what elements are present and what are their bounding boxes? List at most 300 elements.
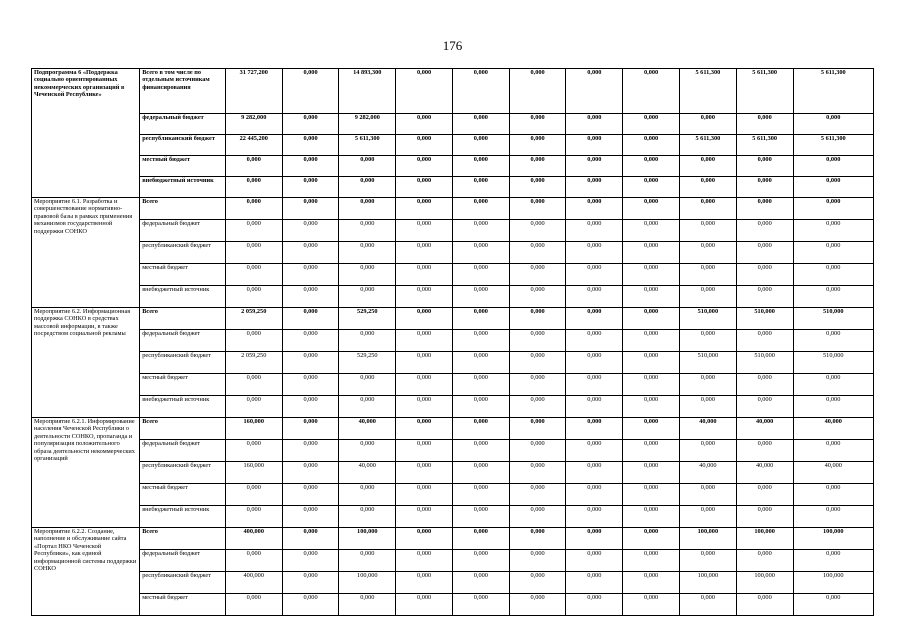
amount-cell: 0,000: [623, 330, 680, 352]
amount-cell: 0,000: [736, 156, 793, 177]
amount-cell: 529,250: [339, 352, 396, 374]
amount-cell: 100,000: [339, 572, 396, 594]
amount-cell: 0,000: [509, 484, 566, 506]
amount-cell: 0,000: [282, 114, 339, 135]
table-row: [32, 220, 874, 242]
amount-cell: 0,000: [680, 374, 737, 396]
amount-cell: 0,000: [339, 374, 396, 396]
amount-cell: 100,000: [680, 528, 737, 550]
amount-cell: 0,000: [566, 594, 623, 616]
amount-cell: 0,000: [396, 352, 453, 374]
amount-cell: 0,000: [736, 396, 793, 418]
amount-cell: 0,000: [396, 484, 453, 506]
amount-cell: 0,000: [225, 594, 282, 616]
program-name-cell: Подпрограмма 6 «Поддержка социально ориентированных некоммерческих организаций в Чеченской Республике»: [32, 69, 140, 198]
amount-cell: 0,000: [680, 114, 737, 135]
amount-cell: 510,000: [793, 308, 873, 330]
amount-cell: 0,000: [282, 572, 339, 594]
amount-cell: 0,000: [509, 135, 566, 156]
amount-cell: 0,000: [396, 220, 453, 242]
amount-cell: 0,000: [736, 506, 793, 528]
amount-cell: 0,000: [282, 198, 339, 220]
amount-cell: 0,000: [793, 484, 873, 506]
amount-cell: 0,000: [623, 506, 680, 528]
amount-cell: 31 727,200: [225, 69, 282, 114]
funding-source-cell: местный бюджет: [140, 594, 226, 616]
amount-cell: 0,000: [509, 330, 566, 352]
amount-cell: 0,000: [282, 418, 339, 440]
amount-cell: 0,000: [566, 198, 623, 220]
funding-source-cell: республиканский бюджет: [140, 242, 226, 264]
amount-cell: 0,000: [623, 572, 680, 594]
funding-source-cell: внебюджетный источник: [140, 286, 226, 308]
amount-cell: 0,000: [623, 550, 680, 572]
amount-cell: 0,000: [623, 135, 680, 156]
amount-cell: 40,000: [793, 418, 873, 440]
funding-source-cell: Всего в том числе по отдельным источникам финансирования: [140, 69, 226, 114]
amount-cell: 0,000: [339, 242, 396, 264]
amount-cell: 5 611,300: [793, 135, 873, 156]
amount-cell: 0,000: [566, 135, 623, 156]
amount-cell: 0,000: [282, 242, 339, 264]
amount-cell: 510,000: [793, 352, 873, 374]
table-row: [32, 264, 874, 286]
amount-cell: 0,000: [623, 69, 680, 114]
amount-cell: 40,000: [680, 418, 737, 440]
amount-cell: 0,000: [566, 69, 623, 114]
table-row: [32, 352, 874, 374]
funding-source-cell: Всего: [140, 198, 226, 220]
amount-cell: 0,000: [566, 352, 623, 374]
amount-cell: 0,000: [282, 462, 339, 484]
funding-source-cell: местный бюджет: [140, 484, 226, 506]
amount-cell: 0,000: [452, 308, 509, 330]
table-row: [32, 572, 874, 594]
amount-cell: 0,000: [225, 156, 282, 177]
amount-cell: 0,000: [509, 506, 566, 528]
amount-cell: 0,000: [793, 440, 873, 462]
amount-cell: 0,000: [793, 330, 873, 352]
amount-cell: 0,000: [736, 484, 793, 506]
amount-cell: 0,000: [282, 352, 339, 374]
amount-cell: 0,000: [339, 177, 396, 198]
amount-cell: 0,000: [680, 396, 737, 418]
amount-cell: 0,000: [736, 440, 793, 462]
amount-cell: 100,000: [339, 528, 396, 550]
amount-cell: 0,000: [566, 286, 623, 308]
amount-cell: 100,000: [793, 528, 873, 550]
amount-cell: 0,000: [339, 594, 396, 616]
amount-cell: 0,000: [566, 242, 623, 264]
amount-cell: 0,000: [736, 114, 793, 135]
amount-cell: 0,000: [396, 528, 453, 550]
amount-cell: 0,000: [452, 286, 509, 308]
amount-cell: 0,000: [566, 330, 623, 352]
funding-source-cell: внебюджетный источник: [140, 396, 226, 418]
amount-cell: 0,000: [566, 506, 623, 528]
amount-cell: 2 059,250: [225, 308, 282, 330]
amount-cell: 0,000: [566, 374, 623, 396]
amount-cell: 100,000: [680, 572, 737, 594]
amount-cell: 0,000: [623, 352, 680, 374]
amount-cell: 0,000: [452, 462, 509, 484]
table-row: [32, 177, 874, 198]
amount-cell: 0,000: [282, 177, 339, 198]
amount-cell: 0,000: [396, 286, 453, 308]
table-row: [32, 242, 874, 264]
amount-cell: 0,000: [339, 484, 396, 506]
amount-cell: 0,000: [623, 308, 680, 330]
amount-cell: 22 445,200: [225, 135, 282, 156]
amount-cell: 0,000: [282, 69, 339, 114]
amount-cell: 0,000: [736, 286, 793, 308]
amount-cell: 0,000: [680, 440, 737, 462]
amount-cell: 40,000: [339, 418, 396, 440]
amount-cell: 0,000: [282, 264, 339, 286]
amount-cell: 0,000: [566, 572, 623, 594]
amount-cell: 510,000: [736, 308, 793, 330]
table-row: [32, 462, 874, 484]
amount-cell: 5 611,300: [680, 69, 737, 114]
amount-cell: 2 059,250: [225, 352, 282, 374]
amount-cell: 0,000: [680, 506, 737, 528]
amount-cell: 0,000: [282, 286, 339, 308]
amount-cell: 0,000: [736, 220, 793, 242]
amount-cell: 0,000: [396, 156, 453, 177]
amount-cell: 0,000: [452, 242, 509, 264]
amount-cell: 0,000: [566, 484, 623, 506]
amount-cell: 40,000: [339, 462, 396, 484]
amount-cell: 0,000: [623, 177, 680, 198]
amount-cell: 0,000: [509, 572, 566, 594]
amount-cell: 0,000: [793, 374, 873, 396]
amount-cell: 0,000: [680, 177, 737, 198]
amount-cell: 0,000: [736, 198, 793, 220]
amount-cell: 510,000: [736, 352, 793, 374]
table-row: [32, 550, 874, 572]
amount-cell: 510,000: [680, 308, 737, 330]
amount-cell: 0,000: [396, 506, 453, 528]
amount-cell: 0,000: [623, 114, 680, 135]
page-number: 176: [442, 38, 463, 53]
amount-cell: 0,000: [452, 177, 509, 198]
amount-cell: 0,000: [623, 374, 680, 396]
amount-cell: 0,000: [509, 594, 566, 616]
amount-cell: 0,000: [623, 418, 680, 440]
funding-source-cell: федеральный бюджет: [140, 220, 226, 242]
amount-cell: 0,000: [339, 198, 396, 220]
funding-source-cell: республиканский бюджет: [140, 462, 226, 484]
amount-cell: 0,000: [623, 242, 680, 264]
amount-cell: 0,000: [680, 156, 737, 177]
funding-source-cell: местный бюджет: [140, 374, 226, 396]
funding-source-cell: местный бюджет: [140, 264, 226, 286]
amount-cell: 0,000: [566, 418, 623, 440]
amount-cell: 0,000: [225, 396, 282, 418]
amount-cell: 0,000: [452, 418, 509, 440]
funding-source-cell: федеральный бюджет: [140, 440, 226, 462]
amount-cell: 0,000: [566, 396, 623, 418]
amount-cell: 0,000: [452, 135, 509, 156]
table-row: [32, 528, 874, 550]
amount-cell: 0,000: [509, 264, 566, 286]
amount-cell: 0,000: [736, 242, 793, 264]
amount-cell: 0,000: [282, 440, 339, 462]
amount-cell: 400,000: [225, 528, 282, 550]
amount-cell: 160,000: [225, 418, 282, 440]
amount-cell: 0,000: [396, 418, 453, 440]
amount-cell: 40,000: [736, 462, 793, 484]
amount-cell: 529,250: [339, 308, 396, 330]
amount-cell: 40,000: [736, 418, 793, 440]
budget-table: [31, 68, 874, 616]
funding-source-cell: внебюджетный источник: [140, 177, 226, 198]
table-row: [32, 396, 874, 418]
amount-cell: 5 611,300: [339, 135, 396, 156]
amount-cell: 0,000: [566, 308, 623, 330]
amount-cell: 0,000: [396, 572, 453, 594]
amount-cell: 0,000: [225, 264, 282, 286]
amount-cell: 0,000: [225, 198, 282, 220]
amount-cell: 0,000: [566, 264, 623, 286]
amount-cell: 0,000: [396, 462, 453, 484]
amount-cell: 0,000: [339, 156, 396, 177]
amount-cell: 0,000: [339, 550, 396, 572]
table-row: [32, 69, 874, 114]
amount-cell: 0,000: [736, 177, 793, 198]
amount-cell: 0,000: [452, 594, 509, 616]
amount-cell: 0,000: [452, 374, 509, 396]
table-row: [32, 286, 874, 308]
amount-cell: 100,000: [736, 572, 793, 594]
amount-cell: 40,000: [680, 462, 737, 484]
amount-cell: 0,000: [566, 528, 623, 550]
amount-cell: 0,000: [452, 198, 509, 220]
table-row: [32, 418, 874, 440]
amount-cell: 0,000: [509, 198, 566, 220]
amount-cell: 9 282,000: [225, 114, 282, 135]
amount-cell: 0,000: [736, 330, 793, 352]
amount-cell: 0,000: [282, 156, 339, 177]
amount-cell: 0,000: [396, 396, 453, 418]
amount-cell: 0,000: [396, 69, 453, 114]
amount-cell: 0,000: [396, 594, 453, 616]
amount-cell: 0,000: [396, 440, 453, 462]
amount-cell: 0,000: [793, 114, 873, 135]
amount-cell: 0,000: [623, 198, 680, 220]
amount-cell: 0,000: [680, 550, 737, 572]
amount-cell: 0,000: [396, 177, 453, 198]
amount-cell: 0,000: [396, 550, 453, 572]
amount-cell: 0,000: [282, 135, 339, 156]
amount-cell: 0,000: [396, 308, 453, 330]
table-row: [32, 506, 874, 528]
funding-source-cell: республиканский бюджет: [140, 352, 226, 374]
table-row: [32, 594, 874, 616]
table-row: [32, 330, 874, 352]
amount-cell: 0,000: [566, 440, 623, 462]
amount-cell: 0,000: [396, 135, 453, 156]
amount-cell: 0,000: [282, 220, 339, 242]
amount-cell: 510,000: [680, 352, 737, 374]
amount-cell: 0,000: [452, 550, 509, 572]
amount-cell: 0,000: [566, 156, 623, 177]
amount-cell: 0,000: [396, 242, 453, 264]
amount-cell: 0,000: [396, 330, 453, 352]
program-name-cell: Мероприятие 6.1. Разработка и совершенствование нормативно-правовой базы в рамках применения механизмов государственной поддержки СОНКО: [32, 198, 140, 308]
amount-cell: 0,000: [680, 286, 737, 308]
amount-cell: 0,000: [509, 550, 566, 572]
amount-cell: 0,000: [452, 572, 509, 594]
amount-cell: 9 282,000: [339, 114, 396, 135]
amount-cell: 0,000: [339, 440, 396, 462]
amount-cell: 0,000: [680, 264, 737, 286]
amount-cell: 0,000: [282, 528, 339, 550]
amount-cell: 100,000: [793, 572, 873, 594]
amount-cell: 0,000: [509, 177, 566, 198]
amount-cell: 0,000: [509, 418, 566, 440]
amount-cell: 0,000: [623, 264, 680, 286]
amount-cell: 400,000: [225, 572, 282, 594]
funding-source-cell: республиканский бюджет: [140, 572, 226, 594]
amount-cell: 0,000: [282, 396, 339, 418]
amount-cell: 0,000: [452, 528, 509, 550]
table-row: [32, 308, 874, 330]
amount-cell: 0,000: [736, 594, 793, 616]
amount-cell: 0,000: [680, 330, 737, 352]
amount-cell: 0,000: [793, 594, 873, 616]
amount-cell: 0,000: [452, 330, 509, 352]
amount-cell: 0,000: [282, 374, 339, 396]
amount-cell: 0,000: [623, 440, 680, 462]
amount-cell: 160,000: [225, 462, 282, 484]
amount-cell: 0,000: [793, 198, 873, 220]
amount-cell: 0,000: [396, 264, 453, 286]
amount-cell: 0,000: [282, 484, 339, 506]
amount-cell: 0,000: [452, 69, 509, 114]
amount-cell: 0,000: [509, 352, 566, 374]
amount-cell: 0,000: [623, 396, 680, 418]
amount-cell: 0,000: [509, 286, 566, 308]
table-row: [32, 114, 874, 135]
table-row: [32, 156, 874, 177]
amount-cell: 0,000: [396, 114, 453, 135]
amount-cell: 0,000: [793, 286, 873, 308]
amount-cell: 0,000: [623, 528, 680, 550]
amount-cell: 0,000: [339, 220, 396, 242]
amount-cell: 40,000: [793, 462, 873, 484]
amount-cell: 0,000: [793, 242, 873, 264]
amount-cell: 0,000: [509, 528, 566, 550]
amount-cell: 0,000: [566, 220, 623, 242]
amount-cell: 0,000: [225, 330, 282, 352]
amount-cell: 0,000: [225, 506, 282, 528]
table-row: [32, 374, 874, 396]
amount-cell: 0,000: [225, 484, 282, 506]
amount-cell: 0,000: [282, 308, 339, 330]
funding-source-cell: федеральный бюджет: [140, 114, 226, 135]
table-row: [32, 484, 874, 506]
amount-cell: 0,000: [623, 462, 680, 484]
amount-cell: 0,000: [566, 462, 623, 484]
amount-cell: 0,000: [282, 594, 339, 616]
amount-cell: 0,000: [623, 156, 680, 177]
amount-cell: 14 893,300: [339, 69, 396, 114]
amount-cell: 0,000: [282, 330, 339, 352]
amount-cell: 0,000: [680, 484, 737, 506]
amount-cell: 0,000: [225, 440, 282, 462]
amount-cell: 0,000: [225, 242, 282, 264]
amount-cell: 0,000: [736, 374, 793, 396]
amount-cell: 0,000: [509, 374, 566, 396]
amount-cell: 0,000: [452, 440, 509, 462]
amount-cell: 0,000: [225, 286, 282, 308]
funding-source-cell: федеральный бюджет: [140, 550, 226, 572]
amount-cell: 5 611,300: [736, 135, 793, 156]
amount-cell: 0,000: [452, 484, 509, 506]
program-name-cell: Мероприятие 6.2.1. Информирование населения Чеченской Республики о деятельности СОНКО, пропаганда и популяризация положительного образа деятельности некоммерческих организаций: [32, 418, 140, 528]
amount-cell: 0,000: [452, 264, 509, 286]
amount-cell: 0,000: [509, 396, 566, 418]
amount-cell: 5 611,300: [793, 69, 873, 114]
amount-cell: 0,000: [680, 242, 737, 264]
amount-cell: 0,000: [339, 264, 396, 286]
amount-cell: 0,000: [452, 156, 509, 177]
amount-cell: 0,000: [793, 177, 873, 198]
amount-cell: 0,000: [623, 220, 680, 242]
table-row: [32, 198, 874, 220]
program-name-cell: Мероприятие 6.2.2. Создание, наполнение и обслуживание сайта «Портал НКО Чеченской Республики», как единой информационной системы поддержки СОНКО: [32, 528, 140, 616]
amount-cell: 0,000: [793, 506, 873, 528]
amount-cell: 5 611,300: [680, 135, 737, 156]
funding-source-cell: Всего: [140, 528, 226, 550]
amount-cell: 0,000: [396, 374, 453, 396]
amount-cell: 0,000: [680, 594, 737, 616]
amount-cell: 0,000: [509, 242, 566, 264]
funding-source-cell: местный бюджет: [140, 156, 226, 177]
funding-source-cell: федеральный бюджет: [140, 330, 226, 352]
amount-cell: 0,000: [225, 177, 282, 198]
amount-cell: 0,000: [793, 550, 873, 572]
amount-cell: 0,000: [339, 330, 396, 352]
program-name-cell: Мероприятие 6.2. Информационная поддержка СОНКО в средствах массовой информации, в также посредством социальной рекламы: [32, 308, 140, 418]
amount-cell: 0,000: [452, 114, 509, 135]
amount-cell: 0,000: [396, 198, 453, 220]
amount-cell: 0,000: [452, 506, 509, 528]
amount-cell: 0,000: [339, 286, 396, 308]
amount-cell: 0,000: [509, 69, 566, 114]
amount-cell: 0,000: [680, 220, 737, 242]
amount-cell: 0,000: [566, 550, 623, 572]
amount-cell: 0,000: [452, 352, 509, 374]
amount-cell: 5 611,300: [736, 69, 793, 114]
funding-source-cell: Всего: [140, 308, 226, 330]
amount-cell: 0,000: [566, 177, 623, 198]
amount-cell: 0,000: [793, 264, 873, 286]
amount-cell: 0,000: [225, 220, 282, 242]
amount-cell: 0,000: [793, 156, 873, 177]
amount-cell: 0,000: [282, 550, 339, 572]
table-row: [32, 135, 874, 156]
amount-cell: 0,000: [509, 462, 566, 484]
amount-cell: 0,000: [282, 506, 339, 528]
amount-cell: 0,000: [566, 114, 623, 135]
amount-cell: 0,000: [793, 220, 873, 242]
amount-cell: 0,000: [623, 484, 680, 506]
amount-cell: 0,000: [339, 396, 396, 418]
amount-cell: 0,000: [623, 594, 680, 616]
amount-cell: 0,000: [509, 440, 566, 462]
